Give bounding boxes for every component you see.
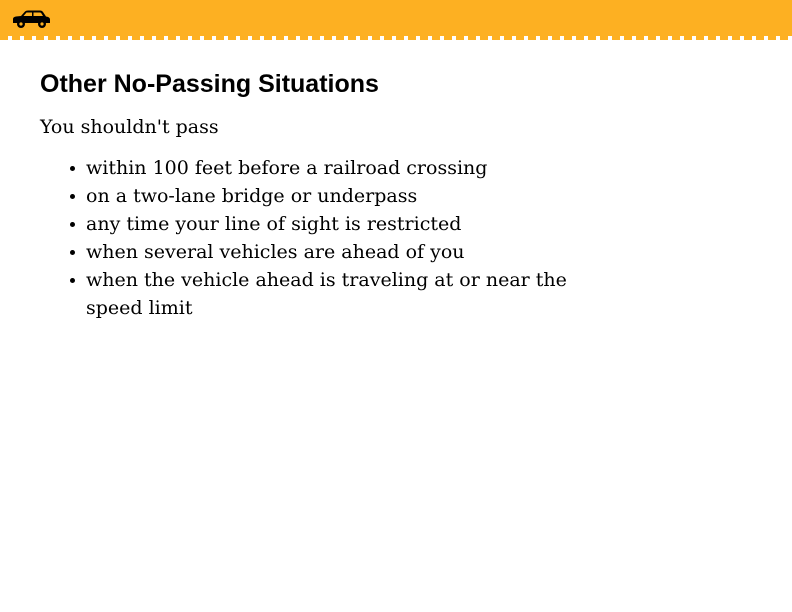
list-item — [64, 182, 624, 210]
list-item — [64, 154, 624, 182]
list-item-text: when the vehicle ahead is traveling at or near the speed limit — [86, 269, 567, 319]
list-item — [64, 210, 624, 238]
bullet-icon — [70, 278, 75, 283]
list-item-text: within 100 feet before a railroad crossing — [86, 157, 488, 179]
bullet-icon — [70, 222, 75, 227]
list-item-text: on a two-lane bridge or underpass — [86, 185, 418, 207]
list-item — [64, 266, 624, 322]
list-item-text: when several vehicles are ahead of you — [86, 241, 465, 263]
slide-title: Other No-Passing Situations — [40, 70, 379, 98]
intro-text: You shouldn't pass — [40, 116, 219, 138]
header-band — [0, 0, 792, 38]
bullet-icon — [70, 250, 75, 255]
list-item-text: any time your line of sight is restricted — [86, 213, 462, 235]
list-item — [64, 238, 624, 266]
header-dashed-edge — [0, 36, 792, 40]
bullet-icon — [70, 166, 75, 171]
car-icon — [10, 9, 52, 29]
bullet-list — [64, 154, 624, 322]
bullet-icon — [70, 194, 75, 199]
